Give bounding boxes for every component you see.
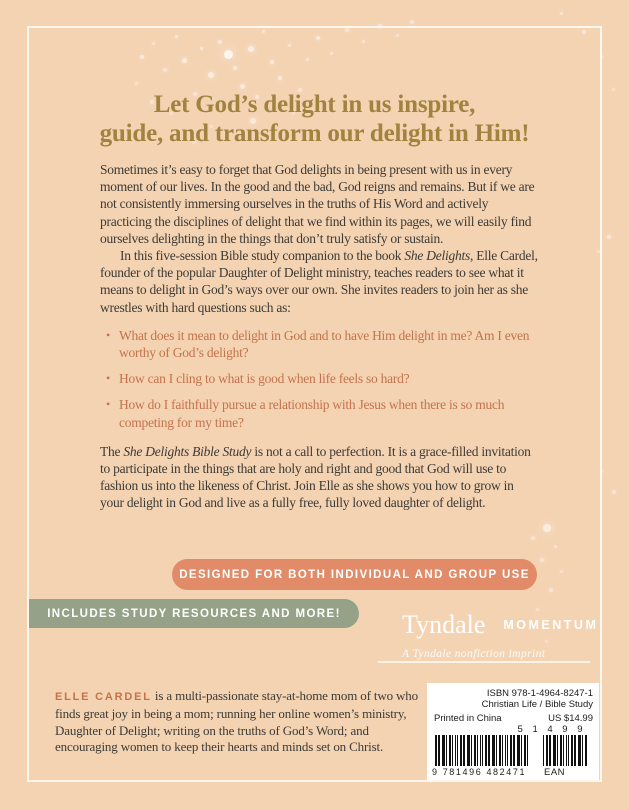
group-use-badge: DESIGNED FOR BOTH INDIVIDUAL AND GROUP USE [172, 559, 537, 590]
sparkle-dot [163, 68, 167, 72]
sparkle-dot [152, 42, 155, 45]
sparkle-dot [396, 34, 399, 37]
sparkle-dot [270, 60, 274, 64]
sparkle-dot [278, 76, 282, 80]
sparkle-dot [262, 30, 265, 33]
sparkle-dot [582, 30, 586, 34]
paragraph-3-text: The [100, 443, 124, 459]
sparkle-dot [240, 84, 245, 89]
sparkle-dot [600, 55, 603, 58]
sparkle-dot [248, 46, 254, 52]
sparkle-dot [233, 66, 237, 70]
sparkle-dot [345, 28, 349, 32]
sparkle-dot [175, 35, 178, 38]
sparkle-dot [182, 58, 187, 63]
ean-barcode [435, 735, 534, 766]
sparkle-dot [200, 47, 203, 50]
price-addon-barcode [543, 735, 595, 766]
question-item: • How can I cling to what is good when life feels so hard? [106, 370, 540, 387]
price-label: US $14.99 [548, 713, 593, 724]
sparkle-dot [208, 72, 214, 78]
headline [0, 90, 629, 148]
headline-line2: guide, and transform our delight in Him! [99, 120, 530, 147]
headline-line1: Let God’s delight in us inspire, [153, 91, 476, 118]
sparkle-dot [306, 58, 309, 61]
sparkle-dot [330, 52, 333, 55]
question-item: • What does it mean to delight in God and to have Him delight in me? Am I even worthy of God’s delight? [106, 327, 540, 361]
publisher-tagline: A Tyndale nonfiction imprint [402, 648, 546, 660]
printed-in-label: Printed in China [434, 713, 502, 724]
publisher-imprint: MOMENTUM [503, 618, 599, 632]
sparkle-dot [600, 470, 603, 473]
paragraph-3 [100, 443, 540, 512]
sparkle-dot [140, 55, 144, 59]
sparkle-dot [362, 40, 365, 43]
isbn-number: ISBN 978-1-4964-8247-1 [486, 688, 593, 699]
resources-badge: INCLUDES STUDY RESOURCES AND MORE! [29, 599, 359, 628]
author-name: ELLE CARDEL [55, 691, 152, 703]
study-title-italic: She Delights Bible Study [123, 443, 252, 459]
sparkle-dot [288, 44, 291, 47]
sparkle-dot [597, 250, 600, 253]
sparkle-dot [410, 20, 414, 24]
sparkle-dot [560, 570, 563, 573]
category-label: Christian Life / Bible Study [481, 699, 593, 710]
paragraph-2-text-cont: , Elle Cardel, founder of the popular Daughter of Delight ministry, teaches readers to see what it means to delight in God’s ways over our own. She invites readers to join her as she wrestles with hard questions such as: [100, 248, 538, 315]
sparkle-dot [224, 50, 233, 59]
author-bio-text: is a multi-passionate stay-at-home mom of two who finds great joy in being a mom; running her online women’s ministry, Daughter of Delight; writing on the truths of God’s Word; and encouraging women to keep their hearts and minds set on Christ. [55, 688, 418, 755]
sparkle-dot [554, 545, 557, 548]
sparkle-dot [135, 82, 138, 85]
author-bio [55, 688, 433, 756]
barcode-panel [427, 683, 599, 780]
question-item: • How do I faithfully pursue a relationship with Jesus when there is so much competing for my time? [106, 396, 540, 430]
paragraph-3-text-cont: is not a call to perfection. It is a grace-filled invitation to participate in the things that are holy and right and good that God will use to fashion us into the likeness of Christ. Join Elle as she shows you how to grow in your delight in God and live as a fully free, fully loved daughter of delight. [100, 443, 531, 511]
body-copy [100, 161, 540, 512]
ean-digits: 9 781496 482471 [432, 767, 527, 777]
price-addon-code: 5 1 4 9 9 [517, 724, 586, 735]
publisher-rule [378, 661, 590, 663]
publisher-logo [402, 611, 598, 660]
sparkle-dot [531, 536, 535, 540]
ean-label: EAN [544, 767, 566, 778]
sparkle-dot [560, 12, 563, 15]
sparkle-dot [612, 490, 616, 494]
sparkle-dot [218, 40, 222, 44]
sparkle-dot [543, 524, 551, 532]
sparkle-dot [540, 558, 544, 562]
paragraph-1: Sometimes it’s easy to forget that God delights in being present with us in every moment of our lives. In the good and the bad, God reigns and remains. But if we are not consistently immersing ourselves in the truths of His Word and actively practicing the disciplines of delight that we find within its pages, we will easily find ourselves delighting in the things that don’t truly satisfy or sustain. [100, 162, 535, 246]
sparkle-dot [607, 235, 611, 239]
sparkle-dot [549, 588, 553, 592]
publisher-name: Tyndale [402, 610, 486, 639]
question-list [100, 327, 540, 431]
sparkle-dot [378, 24, 382, 28]
sparkle-dot [316, 36, 320, 40]
paragraph-2 [100, 247, 540, 316]
paragraph-2-text: In this five-session Bible study companion to the book [120, 248, 405, 264]
book-title-italic: She Delights [404, 248, 470, 264]
